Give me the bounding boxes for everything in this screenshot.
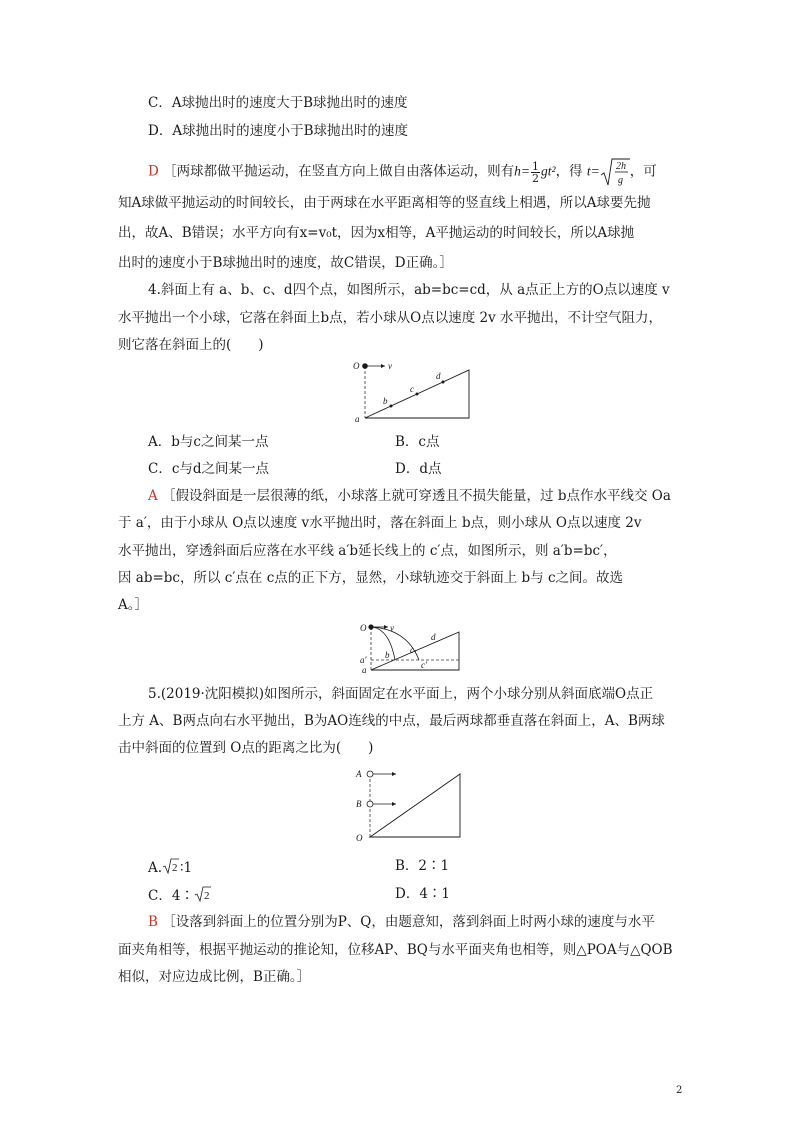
q3-explanation-line-3: 出，故A、B错误；水平方向有x=v₀t，因为x相等，A平抛运动的时间较长，所以A球抛 [118, 225, 635, 241]
q4-stem-line-1: 4.斜面上有 a、b、c、d四个点，如图所示，ab=bc=cd，从 a点正上方的O点以速度 v [148, 282, 670, 298]
sqrt-sign-icon [194, 885, 212, 903]
q4-explanation-line-3: 水平抛出，穿透斜面后应落在水平线 a′b延长线上的 c′点，如图所示，则 a′b=bc′， [118, 543, 617, 559]
sqrt-sign-icon [600, 157, 630, 187]
q4-fig-point-c [416, 393, 419, 396]
q4-option-b: B．c点 [395, 434, 440, 450]
q3-option-d: D．A球抛出时的速度小于B球抛出时的速度 [148, 123, 408, 139]
q4-explanation-line-1 [148, 487, 671, 505]
q5-option-c [148, 885, 212, 908]
q4-fig-point-b [390, 405, 393, 408]
q4-fig2-label-d: d [431, 632, 436, 642]
q5-fig-ball-a [367, 771, 373, 777]
q3-eq-frac-den: 2 [532, 171, 539, 185]
q5-stem-line-3: 击中斜面的位置到 O点的距离之比为( ) [118, 740, 374, 756]
q4-fig-label-v: v [388, 361, 392, 371]
q3-eq-t: t= [586, 163, 600, 179]
q4-fig2-label-a-prime: a′ [360, 655, 367, 665]
q4-explanation-line-5: A。］ [118, 597, 148, 613]
q5-figure-incline [350, 762, 466, 846]
q3-explanation-text-a: ［两球都做平抛运动，在竖直方向上做自由落体运动，则有 [163, 163, 515, 180]
q5-option-c-prefix: C．4∶ [148, 888, 194, 904]
q3-explanation-line-4: 出时的速度小于B球抛出时的速度，故C错误，D正确。］ [118, 255, 453, 271]
q3-eq-sqrt [600, 157, 630, 187]
q3-answer-letter: D [148, 163, 159, 180]
q5-fig-label-b: B [356, 799, 362, 809]
q4-fig2-label-o: O [360, 623, 367, 633]
q3-eq-h: h= [514, 163, 530, 179]
q5-fig-incline [370, 774, 460, 837]
q3-eq-gt: gt² [541, 163, 556, 179]
q5-option-a-radicand: 2 [172, 862, 178, 874]
q4-figure-incline [345, 358, 475, 424]
q4-figure-solution [355, 620, 467, 674]
q4-fig-label-c: c [410, 384, 414, 394]
q3-explanation-line-2: 知A球做平抛运动的时间较长，由于两球在水平距离相等的竖直线上相遇，所以A球要先抛 [118, 195, 651, 211]
q4-fig2-label-c-prime: c′ [421, 660, 427, 670]
q4-fig-label-a: a [355, 414, 360, 424]
q4-fig2-label-a: a [362, 665, 367, 674]
q5-explanation-text-1: ［设落到斜面上的位置分别为P、Q，由题意知，落到斜面上时两小球的速度与水平 [162, 914, 655, 930]
q4-fig2-trajectory-2v [371, 627, 419, 660]
q5-option-a-suffix: ∶1 [180, 860, 193, 876]
q4-option-d: D．d点 [395, 461, 442, 477]
q4-option-a: A．b与c之间某一点 [148, 434, 269, 450]
q4-fig2-label-c: c [410, 645, 414, 655]
q4-fig-point-d [442, 381, 445, 384]
q5-explanation-line-3: 相似，对应边成比例，B正确。］ [118, 969, 311, 985]
q3-explanation-text-b: ，得 [555, 163, 583, 180]
q5-explanation-line-1 [148, 913, 655, 931]
q5-stem-line-2: 上方 A、B两点向右水平抛出，B为AO连线的中点，最后两球都垂直落在斜面上，A、B两球 [118, 713, 665, 729]
q3-eq-sqrt-den: g [617, 175, 623, 186]
q4-stem-line-2: 水平抛出一个小球，它落在斜面上b点，若小球从O点以速度 2v 水平抛出，不计空气阻力， [118, 310, 663, 326]
q4-answer-letter: A [148, 488, 158, 504]
q4-fig-ball [362, 363, 368, 369]
q4-fig2-label-v: v [390, 623, 394, 633]
q3-eq-sqrt-num: 2h [615, 161, 626, 172]
q4-explanation-line-2: 于 a′，由于小球从 O点以速度 v水平抛出时，落在斜面上 b点，则小球从 O点以速度 2v [118, 515, 642, 531]
q5-stem-line-1: 5.(2019·沈阳模拟)如图所示，斜面固定在水平面上，两个小球分别从斜面底端O点正 [148, 686, 654, 702]
sqrt-sign-icon [162, 857, 180, 875]
q4-explanation-text-1: ［假设斜面是一层很薄的纸，小球落上就可穿透且不损失能量，过 b点作水平线交 Oa [162, 488, 671, 504]
q3-explanation-line-1 [148, 157, 657, 187]
q5-fig-label-a: A [356, 769, 362, 779]
q5-option-b: B．2∶1 [395, 858, 450, 874]
q5-option-d: D．4∶1 [395, 886, 451, 902]
q5-option-a [148, 857, 192, 880]
q5-fig-ball-b [367, 801, 373, 807]
page-number: 2 [676, 1085, 683, 1096]
q3-option-c: C．A球抛出时的速度大于B球抛出时的速度 [148, 95, 408, 111]
q5-answer-letter: B [148, 914, 158, 930]
q5-option-a-prefix: A. [148, 860, 163, 876]
q4-fig2-label-b: b [385, 650, 390, 660]
q5-option-c-radicand: 2 [203, 890, 210, 902]
q4-fig-label-b: b [383, 396, 388, 406]
q4-explanation-line-4: 因 ab=bc，所以 c′点在 c点的正下方，显然，小球轨迹交于斜面上 b与 c之间。故选 [118, 570, 624, 586]
q5-explanation-line-2: 面夹角相等，根据平抛运动的推论知，位移AP、BQ与水平面夹角也相等，则△POA与△QOB [118, 942, 673, 958]
q5-fig-label-o: O [356, 833, 363, 843]
q4-fig-label-d: d [436, 371, 441, 381]
q3-eq-frac-num: 1 [532, 159, 539, 173]
q4-fig-label-o: O [353, 361, 360, 371]
q3-eq-fraction [531, 161, 540, 184]
q3-explanation-text-c: ，可 [629, 163, 657, 180]
q4-stem-line-3: 则它落在斜面上的( ) [118, 337, 264, 353]
q4-option-c: C．c与d之间某一点 [148, 461, 270, 477]
